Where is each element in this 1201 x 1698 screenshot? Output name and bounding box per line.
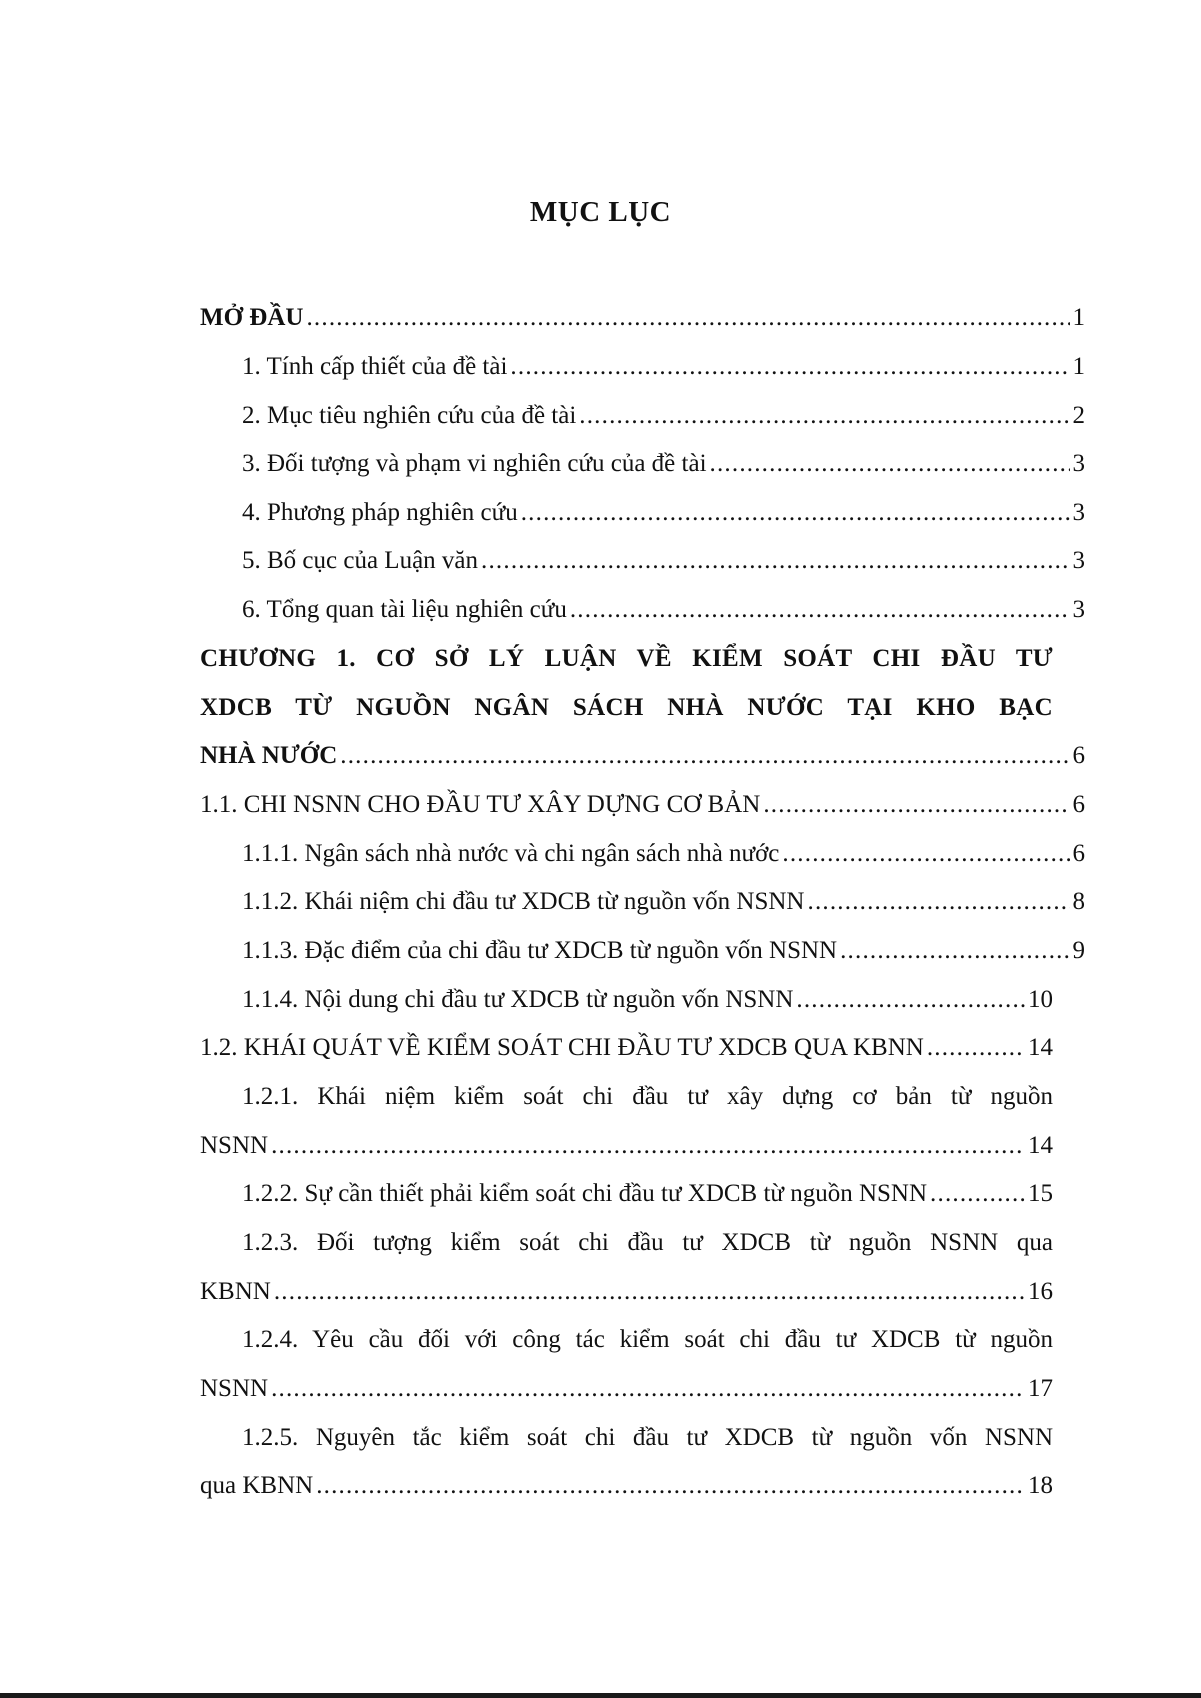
toc-entry-text: NHÀ NƯỚC	[200, 742, 338, 769]
toc-entry[interactable]	[242, 884, 1085, 920]
toc-page-number: 10	[1028, 986, 1053, 1013]
toc-page-number: 3	[1072, 596, 1085, 623]
toc-entry[interactable]	[200, 1468, 1053, 1504]
toc-leader-dots	[271, 1371, 1025, 1407]
toc-page-number: 17	[1028, 1375, 1053, 1402]
bottom-border	[0, 1693, 1201, 1698]
toc-leader-dots	[927, 1030, 1025, 1066]
toc-entry-line-1[interactable]: 1.2.4. Yêu cầu đối với công tác kiểm soát chi đầu tư XDCB từ nguồn	[242, 1326, 1053, 1353]
toc-entry-text: KBNN	[200, 1278, 271, 1305]
toc-entry-line-1[interactable]: 1.2.3. Đối tượng kiểm soát chi đầu tư XDCB từ nguồn NSNN qua	[242, 1229, 1053, 1256]
toc-entry-text: 1.1.3. Đặc điểm của chi đầu tư XDCB từ nguồn vốn NSNN	[242, 937, 838, 964]
toc-entry[interactable]	[200, 787, 1085, 823]
toc-entry[interactable]	[242, 933, 1085, 969]
toc-leader-dots	[808, 884, 1070, 920]
toc-leader-dots	[782, 836, 1069, 872]
toc-page-number: 14	[1028, 1132, 1053, 1159]
toc-leader-dots	[930, 1176, 1025, 1212]
toc-page-number: 6	[1072, 840, 1085, 867]
toc-leader-dots	[510, 349, 1069, 385]
toc-leader-dots	[481, 543, 1069, 579]
toc-entry-line-1[interactable]: 1.2.1. Khái niệm kiểm soát chi đầu tư xây dựng cơ bản từ nguồn	[242, 1083, 1053, 1110]
toc-entry-text: 1.1.4. Nội dung chi đầu tư XDCB từ nguồn vốn NSNN	[242, 986, 794, 1013]
toc-leader-dots	[570, 592, 1070, 628]
toc-page-number: 9	[1072, 937, 1085, 964]
toc-entry-text: 6. Tổng quan tài liệu nghiên cứu	[242, 596, 567, 623]
toc-page-number: 3	[1072, 547, 1085, 574]
toc-page-number: 6	[1072, 742, 1085, 769]
toc-page-number: 1	[1072, 353, 1085, 380]
toc-entry-text: NSNN	[200, 1375, 269, 1402]
toc-entry[interactable]	[200, 1274, 1053, 1310]
toc-page-number: 3	[1072, 499, 1085, 526]
toc-entry[interactable]	[242, 592, 1085, 628]
toc-entry[interactable]	[242, 349, 1085, 385]
toc-chapter-line-1[interactable]: CHƯƠNG 1. CƠ SỞ LÝ LUẬN VỀ KIỂM SOÁT CHI ĐẦU TƯ	[200, 645, 1053, 672]
toc-entry-text: qua KBNN	[200, 1472, 314, 1499]
toc-leader-dots	[316, 1468, 1025, 1504]
toc-leader-dots	[340, 738, 1069, 774]
toc-entry[interactable]	[200, 1128, 1053, 1164]
toc-leader-dots	[840, 933, 1069, 969]
toc-page-number: 18	[1028, 1472, 1053, 1499]
toc-leader-dots	[521, 495, 1070, 531]
toc-entry-text: 1.1. CHI NSNN CHO ĐẦU TƯ XÂY DỰNG CƠ BẢN	[200, 791, 761, 818]
toc-page-number: 3	[1072, 450, 1085, 477]
toc-leader-dots	[271, 1128, 1025, 1164]
toc-page-number: 2	[1072, 402, 1085, 429]
toc-entry[interactable]	[242, 543, 1085, 579]
toc-leader-dots	[763, 787, 1069, 823]
toc-page-number: 16	[1028, 1278, 1053, 1305]
toc-entry-text: MỞ ĐẦU	[200, 304, 304, 331]
toc-entry-text: 1.2.2. Sự cần thiết phải kiểm soát chi đầu tư XDCB từ nguồn NSNN	[242, 1180, 928, 1207]
toc-entry[interactable]	[200, 1371, 1053, 1407]
toc-page-number: 1	[1072, 304, 1085, 331]
toc-entry[interactable]	[242, 446, 1085, 482]
toc-entry-text: 5. Bố cục của Luận văn	[242, 547, 479, 574]
toc-entry[interactable]	[242, 398, 1085, 434]
toc-entry-text: 1.1.1. Ngân sách nhà nước và chi ngân sách nhà nước	[242, 840, 780, 867]
toc-page-number: 15	[1028, 1180, 1053, 1207]
toc-entry-text: 1.1.2. Khái niệm chi đầu tư XDCB từ nguồn vốn NSNN	[242, 888, 805, 915]
toc-entry-text: 2. Mục tiêu nghiên cứu của đề tài	[242, 402, 577, 429]
toc-entry-text: 3. Đối tượng và phạm vi nghiên cứu của đề tài	[242, 450, 707, 477]
toc-entry[interactable]	[242, 1176, 1053, 1212]
toc-entry-line-1[interactable]: 1.2.5. Nguyên tắc kiểm soát chi đầu tư XDCB từ nguồn vốn NSNN	[242, 1424, 1053, 1451]
toc-entry-text: 4. Phương pháp nghiên cứu	[242, 499, 518, 526]
toc-page-number: 6	[1072, 791, 1085, 818]
toc-entry-text: NSNN	[200, 1132, 269, 1159]
toc-page-number: 14	[1028, 1034, 1053, 1061]
page-title: MỤC LỤC	[529, 196, 672, 228]
toc-entry[interactable]	[200, 300, 1085, 336]
toc-entry[interactable]	[242, 982, 1053, 1018]
toc-leader-dots	[710, 446, 1070, 482]
toc-page-number: 8	[1072, 888, 1085, 915]
toc-leader-dots	[306, 300, 1069, 336]
toc-leader-dots	[274, 1274, 1025, 1310]
toc-chapter-line-2[interactable]: XDCB TỪ NGUỒN NGÂN SÁCH NHÀ NƯỚC TẠI KHO BẠC	[200, 694, 1053, 721]
toc-leader-dots	[796, 982, 1025, 1018]
toc-entry[interactable]	[200, 1030, 1053, 1066]
toc-entry-text: 1.2. KHÁI QUÁT VỀ KIỂM SOÁT CHI ĐẦU TƯ XDCB QUA KBNN	[200, 1034, 924, 1061]
toc-entry[interactable]	[242, 495, 1085, 531]
toc-leader-dots	[579, 398, 1069, 434]
toc-entry[interactable]	[242, 836, 1085, 872]
toc-entry[interactable]	[200, 738, 1085, 774]
toc-entry-text: 1. Tính cấp thiết của đề tài	[242, 353, 508, 380]
